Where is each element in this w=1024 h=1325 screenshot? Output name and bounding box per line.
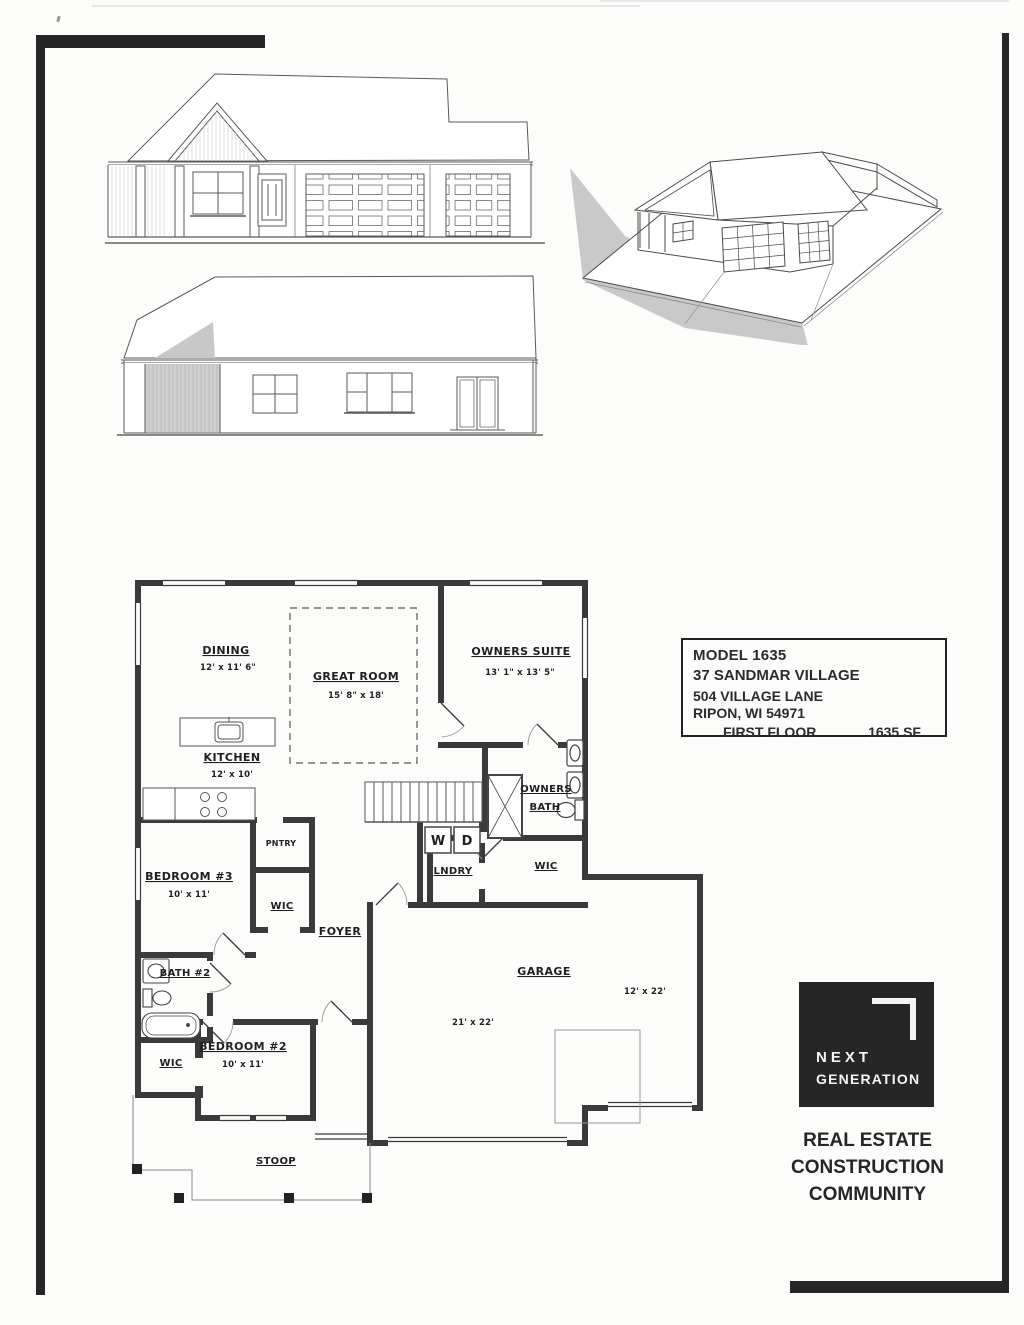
address-line-2: 504 VILLAGE LANE	[693, 688, 823, 704]
room-label-wic-owners: WIC	[534, 861, 558, 872]
great-room-dashed-outline	[290, 608, 417, 763]
room-label-great-room: GREAT ROOM	[312, 670, 400, 683]
dryer-label: D	[461, 834, 473, 849]
room-label-dining: DINING	[202, 644, 250, 657]
kitchen-appliances	[143, 788, 255, 820]
room-label-bedroom2: BEDROOM #2	[199, 1040, 287, 1053]
room-dims-dining: 12' x 11' 6"	[200, 663, 256, 673]
room-label-bedroom3: BEDROOM #3	[145, 870, 233, 883]
plan-info-box	[681, 638, 947, 740]
room-label-owners-bath-1: OWNERS	[520, 784, 572, 795]
perspective-view-drawing	[565, 100, 965, 345]
room-dims-bedroom3: 10' x 11'	[167, 890, 211, 900]
address-line-3: RIPON, WI 54971	[693, 705, 806, 721]
tagline-line2: CONSTRUCTION	[790, 1156, 945, 1178]
square-footage: 1635 SF	[868, 724, 921, 740]
room-label-bath2: BATH #2	[159, 968, 211, 979]
tagline-line1: REAL ESTATE	[803, 1130, 932, 1151]
floor-label: FIRST FLOOR	[723, 724, 817, 740]
company-tagline	[786, 1128, 949, 1209]
room-dims-bedroom2: 10' x 11'	[221, 1060, 265, 1070]
room-label-kitchen: KITCHEN	[203, 751, 261, 764]
border-right-bar	[1002, 33, 1009, 1293]
washer-label: W	[430, 834, 446, 849]
next-generation-logo	[799, 982, 934, 1107]
logo-text-line2: GENERATION	[816, 1071, 921, 1087]
room-label-wic-hall: WIC	[270, 901, 294, 912]
scan-artifact-line	[600, 0, 1009, 2]
front-elevation-drawing	[90, 58, 550, 258]
logo-text-line1: NEXT	[816, 1048, 873, 1066]
tagline-line3: COMMUNITY	[808, 1183, 927, 1205]
room-dims-great-room: 15' 8" x 18'	[328, 691, 384, 701]
room-dims-kitchen: 12' x 10'	[210, 770, 254, 780]
room-dims-garage-stall: 12' x 22'	[623, 987, 667, 997]
room-label-stoop: STOOP	[256, 1156, 296, 1167]
room-label-garage: GARAGE	[517, 965, 571, 978]
border-left-bar	[36, 35, 45, 1295]
room-dims-garage-main: 21' x 22'	[451, 1018, 495, 1028]
scan-speck	[56, 16, 60, 23]
stoop-outline	[133, 1095, 370, 1200]
room-label-foyer: FOYER	[318, 925, 362, 938]
kitchen-island	[180, 717, 275, 746]
stairs	[365, 782, 482, 822]
border-bottom-bar	[790, 1281, 1009, 1293]
room-label-owners-suite: OWNERS SUITE	[471, 645, 571, 658]
floor-plan-drawing	[118, 563, 718, 1213]
scan-artifact-line	[92, 5, 640, 7]
room-label-laundry: LNDRY	[433, 866, 473, 877]
room-label-pantry: PNTRY	[265, 839, 297, 848]
address-line-1: 37 SANDMAR VILLAGE	[693, 667, 860, 684]
room-label-wic-bedroom: WIC	[159, 1058, 183, 1069]
model-number: MODEL 1635	[693, 647, 787, 664]
room-label-owners-bath-2: BATH	[529, 802, 561, 813]
border-top-bar	[36, 35, 265, 48]
corner-bracket-icon	[872, 998, 916, 1040]
room-dims-owners-suite: 13' 1" x 13' 5"	[485, 668, 555, 678]
side-elevation-drawing	[95, 272, 545, 457]
